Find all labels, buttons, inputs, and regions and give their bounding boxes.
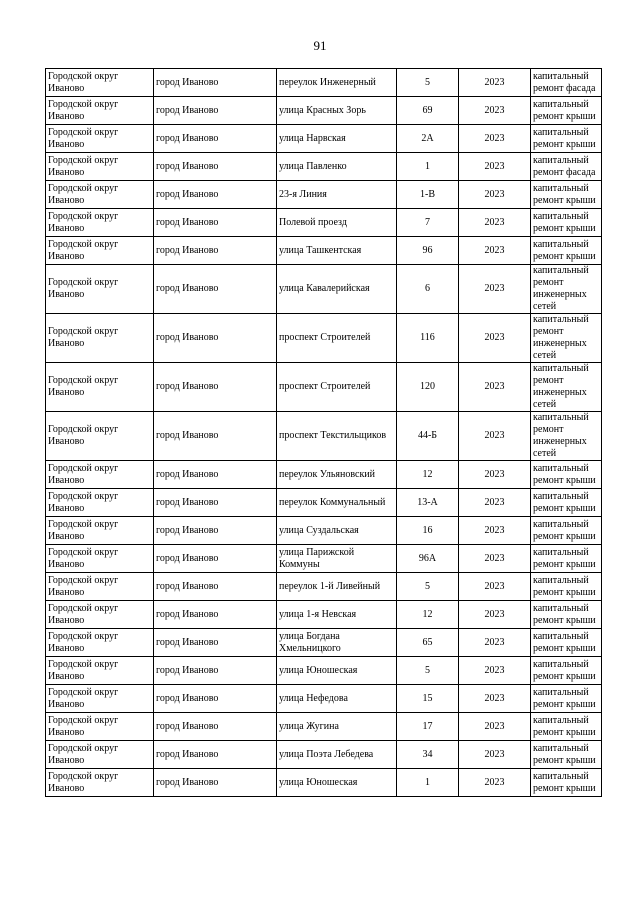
year-cell: 2023	[459, 363, 531, 412]
city-cell: город Иваново	[154, 517, 277, 545]
table-row	[46, 545, 602, 573]
work-type-cell: капитальный ремонт крыши	[531, 573, 602, 601]
district-cell: Городской округ Иваново	[46, 713, 154, 741]
street-cell: улица Павленко	[277, 153, 397, 181]
street-cell: улица Юношеская	[277, 769, 397, 797]
district-cell: Городской округ Иваново	[46, 153, 154, 181]
repair-register-table	[45, 68, 602, 797]
district-cell: Городской округ Иваново	[46, 573, 154, 601]
table-row	[46, 741, 602, 769]
work-type-cell: капитальный ремонт крыши	[531, 489, 602, 517]
city-cell: город Иваново	[154, 412, 277, 461]
city-cell: город Иваново	[154, 489, 277, 517]
table-row	[46, 125, 602, 153]
work-type-cell: капитальный ремонт крыши	[531, 685, 602, 713]
district-cell: Городской округ Иваново	[46, 125, 154, 153]
street-cell: улица Юношеская	[277, 657, 397, 685]
house-number-cell: 7	[397, 209, 459, 237]
table-row	[46, 461, 602, 489]
city-cell: город Иваново	[154, 685, 277, 713]
work-type-cell: капитальный ремонт крыши	[531, 601, 602, 629]
street-cell: улица Нефедова	[277, 685, 397, 713]
house-number-cell: 17	[397, 713, 459, 741]
house-number-cell: 120	[397, 363, 459, 412]
street-cell: проспект Строителей	[277, 363, 397, 412]
street-cell: переулок Коммунальный	[277, 489, 397, 517]
year-cell: 2023	[459, 461, 531, 489]
city-cell: город Иваново	[154, 125, 277, 153]
work-type-cell: капитальный ремонт крыши	[531, 181, 602, 209]
district-cell: Городской округ Иваново	[46, 237, 154, 265]
street-cell: проспект Текстильщиков	[277, 412, 397, 461]
street-cell: улица Красных Зорь	[277, 97, 397, 125]
table-row	[46, 97, 602, 125]
work-type-cell: капитальный ремонт крыши	[531, 657, 602, 685]
district-cell: Городской округ Иваново	[46, 97, 154, 125]
district-cell: Городской округ Иваново	[46, 461, 154, 489]
district-cell: Городской округ Иваново	[46, 265, 154, 314]
city-cell: город Иваново	[154, 237, 277, 265]
city-cell: город Иваново	[154, 461, 277, 489]
work-type-cell: капитальный ремонт фасада	[531, 153, 602, 181]
table-row	[46, 685, 602, 713]
street-cell: улица Нарвская	[277, 125, 397, 153]
district-cell: Городской округ Иваново	[46, 363, 154, 412]
district-cell: Городской округ Иваново	[46, 181, 154, 209]
work-type-cell: капитальный ремонт крыши	[531, 629, 602, 657]
city-cell: город Иваново	[154, 69, 277, 97]
work-type-cell: капитальный ремонт инженерных сетей	[531, 412, 602, 461]
house-number-cell: 44-Б	[397, 412, 459, 461]
street-cell: 23-я Линия	[277, 181, 397, 209]
house-number-cell: 2А	[397, 125, 459, 153]
house-number-cell: 1-В	[397, 181, 459, 209]
district-cell: Городской округ Иваново	[46, 314, 154, 363]
year-cell: 2023	[459, 489, 531, 517]
district-cell: Городской округ Иваново	[46, 741, 154, 769]
city-cell: город Иваново	[154, 153, 277, 181]
year-cell: 2023	[459, 153, 531, 181]
city-cell: город Иваново	[154, 741, 277, 769]
work-type-cell: капитальный ремонт инженерных сетей	[531, 314, 602, 363]
work-type-cell: капитальный ремонт крыши	[531, 545, 602, 573]
work-type-cell: капитальный ремонт крыши	[531, 741, 602, 769]
house-number-cell: 69	[397, 97, 459, 125]
district-cell: Городской округ Иваново	[46, 629, 154, 657]
table-row	[46, 489, 602, 517]
table-row	[46, 181, 602, 209]
work-type-cell: капитальный ремонт крыши	[531, 461, 602, 489]
year-cell: 2023	[459, 741, 531, 769]
table-row	[46, 657, 602, 685]
table-row	[46, 713, 602, 741]
year-cell: 2023	[459, 517, 531, 545]
year-cell: 2023	[459, 412, 531, 461]
street-cell: проспект Строителей	[277, 314, 397, 363]
street-cell: переулок Ульяновский	[277, 461, 397, 489]
street-cell: улица Кавалерийская	[277, 265, 397, 314]
house-number-cell: 5	[397, 69, 459, 97]
house-number-cell: 15	[397, 685, 459, 713]
house-number-cell: 96А	[397, 545, 459, 573]
year-cell: 2023	[459, 125, 531, 153]
year-cell: 2023	[459, 629, 531, 657]
work-type-cell: капитальный ремонт инженерных сетей	[531, 363, 602, 412]
year-cell: 2023	[459, 545, 531, 573]
street-cell: улица Парижской Коммуны	[277, 545, 397, 573]
house-number-cell: 16	[397, 517, 459, 545]
city-cell: город Иваново	[154, 769, 277, 797]
city-cell: город Иваново	[154, 181, 277, 209]
district-cell: Городской округ Иваново	[46, 489, 154, 517]
work-type-cell: капитальный ремонт крыши	[531, 769, 602, 797]
street-cell: улица Жугина	[277, 713, 397, 741]
street-cell: улица Поэта Лебедева	[277, 741, 397, 769]
year-cell: 2023	[459, 713, 531, 741]
city-cell: город Иваново	[154, 314, 277, 363]
table-row	[46, 314, 602, 363]
year-cell: 2023	[459, 573, 531, 601]
city-cell: город Иваново	[154, 657, 277, 685]
work-type-cell: капитальный ремонт фасада	[531, 69, 602, 97]
street-cell: переулок 1-й Ливейный	[277, 573, 397, 601]
table-row	[46, 209, 602, 237]
table-row	[46, 517, 602, 545]
page-number: 91	[313, 38, 327, 53]
table-row	[46, 265, 602, 314]
street-cell: улица Ташкентская	[277, 237, 397, 265]
district-cell: Городской округ Иваново	[46, 769, 154, 797]
district-cell: Городской округ Иваново	[46, 601, 154, 629]
work-type-cell: капитальный ремонт крыши	[531, 237, 602, 265]
work-type-cell: капитальный ремонт крыши	[531, 125, 602, 153]
house-number-cell: 1	[397, 153, 459, 181]
table-row	[46, 69, 602, 97]
city-cell: город Иваново	[154, 363, 277, 412]
district-cell: Городской округ Иваново	[46, 412, 154, 461]
house-number-cell: 13-А	[397, 489, 459, 517]
city-cell: город Иваново	[154, 629, 277, 657]
city-cell: город Иваново	[154, 209, 277, 237]
district-cell: Городской округ Иваново	[46, 517, 154, 545]
year-cell: 2023	[459, 314, 531, 363]
year-cell: 2023	[459, 265, 531, 314]
house-number-cell: 6	[397, 265, 459, 314]
street-cell: переулок Инженерный	[277, 69, 397, 97]
house-number-cell: 116	[397, 314, 459, 363]
year-cell: 2023	[459, 209, 531, 237]
table-body	[46, 69, 602, 797]
work-type-cell: капитальный ремонт инженерных сетей	[531, 265, 602, 314]
house-number-cell: 34	[397, 741, 459, 769]
year-cell: 2023	[459, 69, 531, 97]
city-cell: город Иваново	[154, 573, 277, 601]
district-cell: Городской округ Иваново	[46, 657, 154, 685]
city-cell: город Иваново	[154, 601, 277, 629]
table-row	[46, 629, 602, 657]
table-row	[46, 769, 602, 797]
table-row	[46, 237, 602, 265]
city-cell: город Иваново	[154, 265, 277, 314]
street-cell: улица 1-я Невская	[277, 601, 397, 629]
house-number-cell: 65	[397, 629, 459, 657]
year-cell: 2023	[459, 685, 531, 713]
house-number-cell: 12	[397, 601, 459, 629]
district-cell: Городской округ Иваново	[46, 209, 154, 237]
street-cell: Полевой проезд	[277, 209, 397, 237]
year-cell: 2023	[459, 657, 531, 685]
table-row	[46, 412, 602, 461]
table-row	[46, 573, 602, 601]
district-cell: Городской округ Иваново	[46, 685, 154, 713]
table-row	[46, 363, 602, 412]
year-cell: 2023	[459, 97, 531, 125]
house-number-cell: 1	[397, 769, 459, 797]
street-cell: улица Богдана Хмельницкого	[277, 629, 397, 657]
year-cell: 2023	[459, 601, 531, 629]
table-row	[46, 601, 602, 629]
work-type-cell: капитальный ремонт крыши	[531, 517, 602, 545]
house-number-cell: 5	[397, 573, 459, 601]
city-cell: город Иваново	[154, 713, 277, 741]
year-cell: 2023	[459, 181, 531, 209]
work-type-cell: капитальный ремонт крыши	[531, 97, 602, 125]
year-cell: 2023	[459, 237, 531, 265]
city-cell: город Иваново	[154, 97, 277, 125]
house-number-cell: 12	[397, 461, 459, 489]
house-number-cell: 96	[397, 237, 459, 265]
district-cell: Городской округ Иваново	[46, 69, 154, 97]
table-row	[46, 153, 602, 181]
district-cell: Городской округ Иваново	[46, 545, 154, 573]
street-cell: улица Суздальская	[277, 517, 397, 545]
city-cell: город Иваново	[154, 545, 277, 573]
house-number-cell: 5	[397, 657, 459, 685]
work-type-cell: капитальный ремонт крыши	[531, 209, 602, 237]
work-type-cell: капитальный ремонт крыши	[531, 713, 602, 741]
year-cell: 2023	[459, 769, 531, 797]
